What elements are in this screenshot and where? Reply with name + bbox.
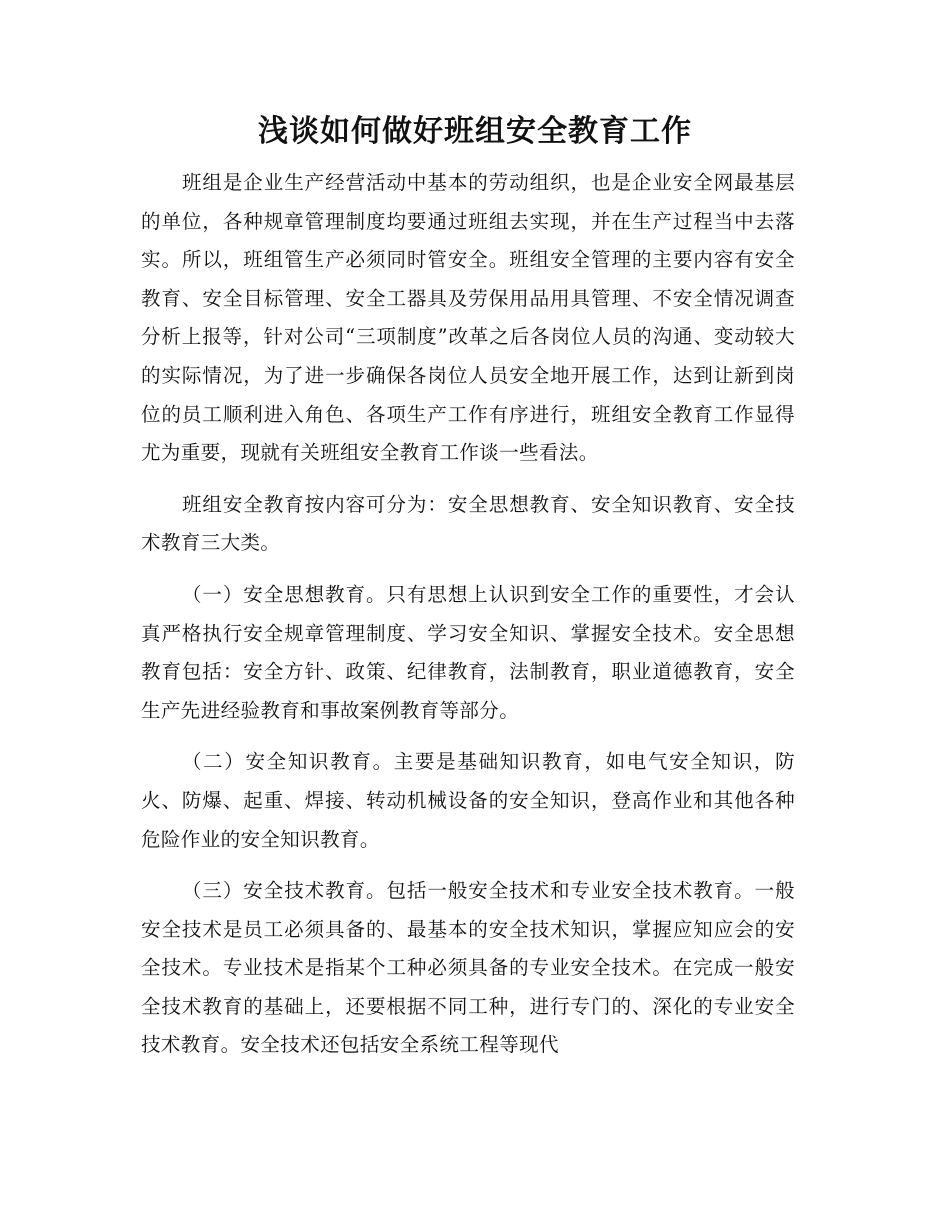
paragraph-safety-technique: （三）安全技术教育。包括一般安全技术和专业安全技术教育。一般安全技术是员工必须具备的、最基本的安全技术知识，掌握应知应会的安全技术。专业技术是指某个工种必须具备的专业安全技术。在完成一般安全技术教育的基础上，还要根据不同工种，进行专门的、深化的专业安全技术教育。安全技术还包括安全系统工程等现代	[141, 879, 795, 1057]
document-body	[141, 164, 795, 1065]
paragraph-intro: 班组是企业生产经营活动中基本的劳动组织，也是企业安全网最基层的单位，各种规章管理制度均要通过班组去实现，并在生产过程当中去落实。所以，班组管生产必须同时管安全。班组安全管理的主要内容有安全教育、安全目标管理、安全工器具及劳保用品用具管理、不安全情况调查分析上报等，针对公司“三项制度”改革之后各岗位人员的沟通、变动较大的实际情况，为了进一步确保各岗位人员安全地开展工作，达到让新到岗位的员工顺利进入角色、各项生产工作有序进行，班组安全教育工作显得尤为重要，现就有关班组安全教育工作谈一些看法。	[141, 171, 795, 465]
document-title: 浅谈如何做好班组安全教育工作	[258, 114, 692, 149]
paragraph-safety-thought: （一）安全思想教育。只有思想上认识到安全工作的重要性，才会认真严格执行安全规章管理制度、学习安全知识、掌握安全技术。安全思想教育包括：安全方针、政策、纪律教育，法制教育，职业道德教育，安全生产先进经验教育和事故案例教育等部分。	[141, 582, 795, 722]
paragraph-categories: 班组安全教育按内容可分为：安全思想教育、安全知识教育、安全技术教育三大类。	[141, 492, 795, 555]
paragraph-safety-knowledge: （二）安全知识教育。主要是基础知识教育，如电气安全知识，防火、防爆、起重、焊接、转动机械设备的安全知识，登高作业和其他各种危险作业的安全知识教育。	[141, 750, 795, 851]
